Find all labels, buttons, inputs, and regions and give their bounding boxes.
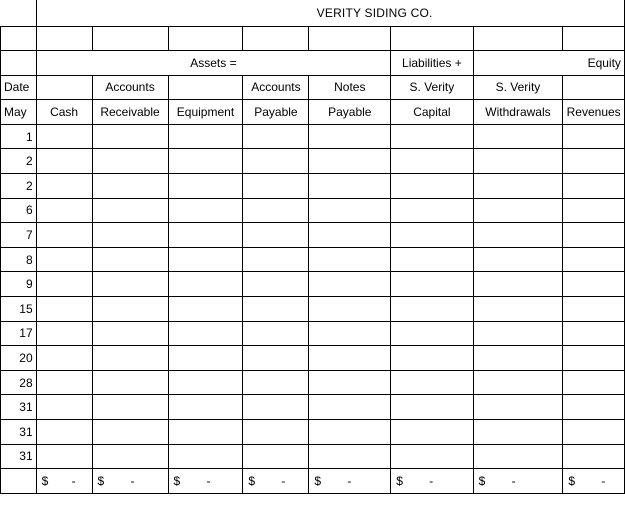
entry-cell[interactable]	[243, 395, 309, 420]
totals-row	[1, 469, 625, 494]
entry-cell[interactable]	[563, 149, 625, 174]
column-header: S. Verity	[473, 75, 563, 100]
date-cell[interactable]: 31	[1, 395, 37, 420]
entry-cell[interactable]	[92, 420, 168, 445]
entry-cell[interactable]	[309, 223, 391, 248]
entry-cell[interactable]	[391, 420, 473, 445]
spacer-row	[1, 26, 625, 51]
entry-cell[interactable]	[563, 370, 625, 395]
entry-cell[interactable]	[92, 297, 168, 322]
entry-cell[interactable]	[36, 272, 92, 297]
entry-cell[interactable]	[563, 272, 625, 297]
column-header: Revenues	[563, 100, 625, 125]
entry-cell[interactable]	[391, 444, 473, 469]
entry-cell[interactable]	[309, 149, 391, 174]
entry-cell[interactable]	[36, 297, 92, 322]
date-cell[interactable]: 8	[1, 247, 37, 272]
entry-cell[interactable]	[36, 346, 92, 371]
entry-cell[interactable]	[563, 174, 625, 199]
entry-cell[interactable]	[391, 395, 473, 420]
column-header: S. Verity	[391, 75, 473, 100]
currency-symbol: $	[173, 474, 181, 489]
entry-cell[interactable]	[92, 149, 168, 174]
entry-cell[interactable]	[563, 321, 625, 346]
entry-cell[interactable]	[36, 124, 92, 149]
total-cell[interactable]	[243, 469, 309, 494]
entry-cell[interactable]	[473, 297, 563, 322]
entry-cell[interactable]	[92, 395, 168, 420]
total-value: -	[511, 474, 516, 489]
entry-cell[interactable]	[563, 124, 625, 149]
entry-cell[interactable]	[168, 321, 243, 346]
entry-cell[interactable]	[36, 247, 92, 272]
entry-cell[interactable]	[168, 174, 243, 199]
entry-cell[interactable]	[92, 321, 168, 346]
entry-cell[interactable]	[391, 346, 473, 371]
column-header-row-1	[1, 75, 625, 100]
table-row	[1, 247, 625, 272]
entry-cell[interactable]	[473, 124, 563, 149]
entry-cell[interactable]	[92, 124, 168, 149]
cell[interactable]	[563, 26, 625, 51]
total-value: -	[347, 474, 352, 489]
entry-cell[interactable]	[473, 346, 563, 371]
entry-cell[interactable]	[36, 223, 92, 248]
entry-cell[interactable]	[473, 420, 563, 445]
table-row	[1, 420, 625, 445]
table-row	[1, 223, 625, 248]
entry-cell[interactable]	[391, 223, 473, 248]
entry-cell[interactable]	[473, 149, 563, 174]
column-header: Payable	[309, 100, 391, 125]
entry-cell[interactable]	[243, 149, 309, 174]
currency-symbol: $	[314, 474, 322, 489]
table-row	[1, 370, 625, 395]
total-cell[interactable]	[36, 469, 92, 494]
entry-cell[interactable]	[473, 370, 563, 395]
entry-cell[interactable]	[563, 223, 625, 248]
column-header: Withdrawals	[473, 100, 563, 125]
entry-cell[interactable]	[168, 346, 243, 371]
total-value: -	[429, 474, 434, 489]
entry-cell[interactable]	[243, 174, 309, 199]
entry-cell[interactable]	[391, 321, 473, 346]
entry-cell[interactable]	[243, 321, 309, 346]
entry-cell[interactable]	[391, 370, 473, 395]
entry-cell[interactable]	[168, 370, 243, 395]
entry-cell[interactable]	[168, 198, 243, 223]
column-header: Date	[1, 75, 37, 100]
total-cell[interactable]	[168, 469, 243, 494]
entry-cell[interactable]	[168, 272, 243, 297]
entry-cell[interactable]	[391, 124, 473, 149]
total-cell[interactable]	[391, 469, 473, 494]
entry-cell[interactable]	[36, 370, 92, 395]
entry-cell[interactable]	[309, 395, 391, 420]
date-cell[interactable]: 17	[1, 321, 37, 346]
column-header: Equipment	[168, 100, 243, 125]
entry-cell[interactable]	[168, 395, 243, 420]
cell[interactable]	[1, 26, 37, 51]
table-row	[1, 124, 625, 149]
total-value: -	[601, 474, 606, 489]
date-cell[interactable]: 2	[1, 149, 37, 174]
entry-cell[interactable]	[309, 444, 391, 469]
entry-cell[interactable]	[243, 272, 309, 297]
column-header: Capital	[391, 100, 473, 125]
entry-cell[interactable]	[473, 247, 563, 272]
table-row	[1, 395, 625, 420]
entry-cell[interactable]	[243, 420, 309, 445]
entry-cell[interactable]	[473, 444, 563, 469]
entry-cell[interactable]	[473, 198, 563, 223]
total-value: -	[130, 474, 135, 489]
currency-symbol: $	[568, 474, 576, 489]
date-cell[interactable]: 9	[1, 272, 37, 297]
table-row	[1, 149, 625, 174]
total-value: -	[206, 474, 211, 489]
entry-cell[interactable]	[36, 149, 92, 174]
cell[interactable]	[1, 469, 37, 494]
entry-cell[interactable]	[473, 272, 563, 297]
cell[interactable]	[309, 26, 391, 51]
column-header: Receivable	[92, 100, 168, 125]
table-row	[1, 174, 625, 199]
title-row	[1, 0, 625, 26]
entry-cell[interactable]	[92, 174, 168, 199]
entry-cell[interactable]	[168, 124, 243, 149]
entry-cell[interactable]	[36, 321, 92, 346]
entry-cell[interactable]	[473, 174, 563, 199]
total-cell[interactable]	[309, 469, 391, 494]
column-header: Payable	[243, 100, 309, 125]
column-header: May	[1, 100, 37, 125]
entry-cell[interactable]	[309, 174, 391, 199]
date-cell[interactable]: 2	[1, 174, 37, 199]
entry-cell[interactable]	[243, 297, 309, 322]
group-header-row	[1, 51, 625, 76]
entry-cell[interactable]	[243, 444, 309, 469]
entry-cell[interactable]	[36, 395, 92, 420]
currency-symbol: $	[97, 474, 105, 489]
entry-cell[interactable]	[473, 395, 563, 420]
date-cell[interactable]: 7	[1, 223, 37, 248]
company-title: VERITY SIDING CO.	[316, 5, 433, 20]
entry-cell[interactable]	[473, 321, 563, 346]
entry-cell[interactable]	[243, 346, 309, 371]
entry-cell[interactable]	[243, 198, 309, 223]
table-row	[1, 444, 625, 469]
entry-cell[interactable]	[92, 272, 168, 297]
assets-group-label: Assets =	[36, 51, 391, 76]
equity-group-label: Equity	[473, 51, 624, 76]
entry-cell[interactable]	[391, 297, 473, 322]
entry-cell[interactable]	[309, 124, 391, 149]
entry-cell[interactable]	[309, 247, 391, 272]
entry-cell[interactable]	[563, 395, 625, 420]
date-cell[interactable]: 31	[1, 444, 37, 469]
cell[interactable]	[243, 26, 309, 51]
entry-cell[interactable]	[563, 247, 625, 272]
entry-cell[interactable]	[563, 198, 625, 223]
entry-cell[interactable]	[92, 198, 168, 223]
entry-cell[interactable]	[168, 223, 243, 248]
total-cell[interactable]	[563, 469, 625, 494]
entry-cell[interactable]	[309, 370, 391, 395]
column-header-row-2	[1, 100, 625, 125]
cell[interactable]	[391, 26, 473, 51]
entry-cell[interactable]	[309, 272, 391, 297]
entry-cell[interactable]	[92, 346, 168, 371]
entry-cell[interactable]	[563, 444, 625, 469]
entry-cell[interactable]	[92, 247, 168, 272]
table-row	[1, 321, 625, 346]
entry-cell[interactable]	[36, 444, 92, 469]
total-cell[interactable]	[92, 469, 168, 494]
entry-cell[interactable]	[36, 420, 92, 445]
table-row	[1, 272, 625, 297]
date-cell[interactable]: 1	[1, 124, 37, 149]
date-cell[interactable]: 28	[1, 370, 37, 395]
cell[interactable]	[1, 51, 37, 76]
entry-cell[interactable]	[92, 444, 168, 469]
table-row	[1, 297, 625, 322]
entry-cell[interactable]	[473, 223, 563, 248]
entry-cell[interactable]	[243, 247, 309, 272]
currency-symbol: $	[248, 474, 256, 489]
entry-cell[interactable]	[243, 124, 309, 149]
total-value: -	[71, 474, 76, 489]
entry-cell[interactable]	[309, 346, 391, 371]
entry-cell[interactable]	[168, 444, 243, 469]
date-cell[interactable]: 31	[1, 420, 37, 445]
entry-cell[interactable]	[92, 223, 168, 248]
total-value: -	[281, 474, 286, 489]
cell[interactable]	[36, 26, 92, 51]
cell[interactable]	[168, 26, 243, 51]
entry-cell[interactable]	[36, 174, 92, 199]
liabilities-group-label: Liabilities +	[391, 51, 473, 76]
column-header: Accounts	[243, 75, 309, 100]
column-header	[36, 75, 92, 100]
date-cell[interactable]: 15	[1, 297, 37, 322]
entry-cell[interactable]	[243, 223, 309, 248]
entry-cell[interactable]	[391, 174, 473, 199]
entry-cell[interactable]	[168, 297, 243, 322]
date-cell[interactable]: 20	[1, 346, 37, 371]
currency-symbol: $	[478, 474, 486, 489]
currency-symbol: $	[41, 474, 49, 489]
table-row	[1, 346, 625, 371]
entry-cell[interactable]	[391, 149, 473, 174]
entry-cell[interactable]	[309, 321, 391, 346]
cell[interactable]	[92, 26, 168, 51]
table-row	[1, 198, 625, 223]
entry-cell[interactable]	[563, 346, 625, 371]
entry-cell[interactable]	[563, 420, 625, 445]
column-header: Cash	[36, 100, 92, 125]
column-header	[563, 75, 625, 100]
entry-cell[interactable]	[563, 297, 625, 322]
currency-symbol: $	[396, 474, 403, 489]
column-header	[168, 75, 243, 100]
cell[interactable]	[473, 26, 563, 51]
entry-cell[interactable]	[309, 297, 391, 322]
entry-cell[interactable]	[391, 272, 473, 297]
entry-cell[interactable]	[391, 247, 473, 272]
column-header: Notes	[309, 75, 391, 100]
entry-cell[interactable]	[243, 370, 309, 395]
entry-cell[interactable]	[309, 198, 391, 223]
total-cell[interactable]	[473, 469, 563, 494]
entry-cell[interactable]	[391, 198, 473, 223]
entry-cell[interactable]	[168, 247, 243, 272]
column-header: Accounts	[92, 75, 168, 100]
entry-cell[interactable]	[168, 149, 243, 174]
entry-cell[interactable]	[36, 198, 92, 223]
date-cell[interactable]: 6	[1, 198, 37, 223]
entry-cell[interactable]	[92, 370, 168, 395]
entry-cell[interactable]	[309, 420, 391, 445]
entry-cell[interactable]	[168, 420, 243, 445]
